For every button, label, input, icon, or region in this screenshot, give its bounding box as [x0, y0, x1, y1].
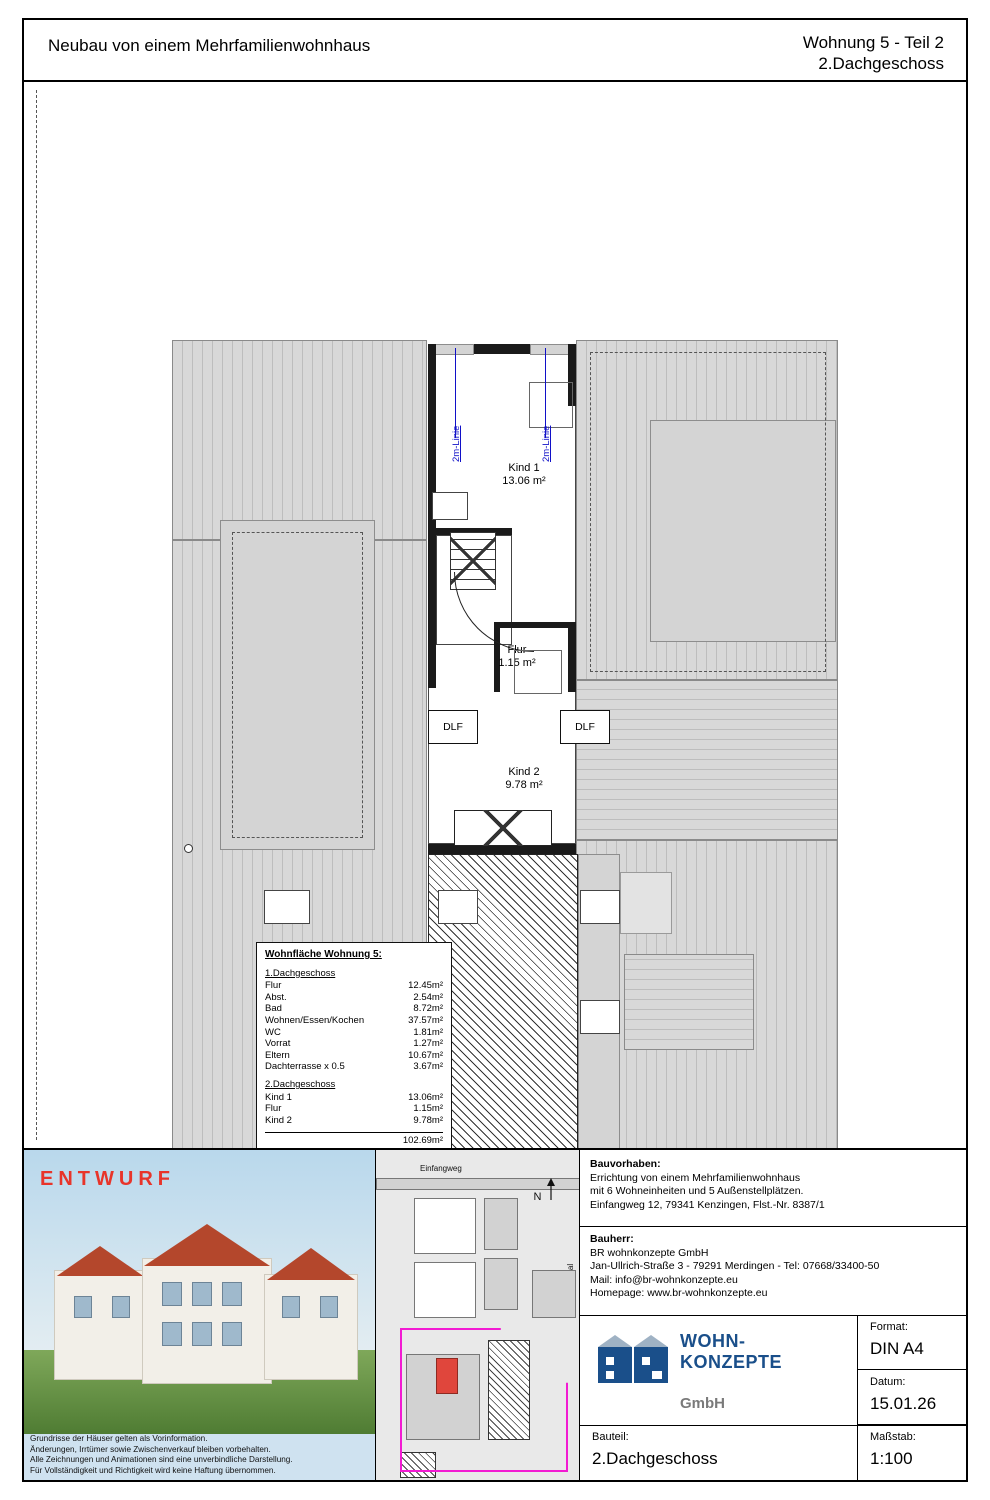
room-area-flur: 1.15 m²	[498, 657, 536, 669]
room-area-kind1: 13.06 m²	[502, 475, 546, 487]
area-row-label: Eltern	[265, 1049, 290, 1061]
component-cell	[580, 1425, 858, 1480]
disclaimer-line-3: Alle Zeichnungen und Animationen sind eine unverbindliche Darstellung.	[30, 1455, 293, 1465]
area-row-label: Flur	[265, 1103, 282, 1115]
area-row	[265, 1092, 443, 1104]
site-building-1	[414, 1198, 476, 1254]
site-boundary	[400, 1328, 568, 1472]
area-row-label: Kind 2	[265, 1114, 292, 1126]
br-logo-icon	[596, 1333, 670, 1397]
area-row	[265, 992, 443, 1004]
area-row	[265, 1038, 443, 1050]
area-row	[265, 1115, 443, 1127]
title-block	[580, 1150, 966, 1480]
dormer-right-mid	[514, 650, 562, 694]
sheet-title-line1: Wohnung 5 - Teil 2	[802, 33, 944, 52]
floor-plan-drawing	[24, 82, 966, 1150]
bauvorhaben-line-3: Einfangweg 12, 79341 Kenzingen, Flst.-Nr. 8387/1	[590, 1198, 825, 1211]
area-row-value: 1.27m²	[413, 1038, 443, 1050]
logo-line-1: WOHN-	[680, 1331, 746, 1351]
scale-cell	[858, 1425, 966, 1480]
room-name-kind2: Kind 2	[508, 766, 540, 778]
window-top-right	[530, 344, 572, 355]
area-section-2: 2.Dachgeschoss	[265, 1078, 336, 1090]
bauherr-section	[590, 1233, 879, 1301]
roof-area-right-stair	[576, 680, 838, 840]
area-row	[265, 1003, 443, 1015]
site-parking-1	[484, 1198, 518, 1250]
render-window	[74, 1296, 92, 1318]
area-row-label: Vorrat	[265, 1038, 291, 1050]
component-value: 2.Dachgeschoss	[592, 1449, 718, 1468]
dlf-right: DLF	[560, 710, 610, 744]
date-cell	[858, 1370, 966, 1425]
two-meter-label-right: 2m-Linie	[541, 425, 552, 462]
room-label-kind1	[464, 462, 584, 488]
area-row-label: Dachterrasse x 0.5	[265, 1061, 345, 1073]
bauvorhaben-line-2: mit 6 Wohneinheiten und 5 Außenstellplätzen.	[590, 1185, 804, 1197]
area-row-value: 12.45m²	[408, 980, 443, 992]
area-row	[265, 1050, 443, 1062]
render-window	[162, 1282, 182, 1306]
area-row-value: 3.67m²	[413, 1061, 443, 1073]
area-row-value: 1.81m²	[413, 1026, 443, 1038]
room-name-kind1: Kind 1	[508, 462, 540, 474]
logo-line-2: KONZEPTE	[680, 1352, 783, 1372]
two-meter-line-left	[455, 348, 456, 438]
scale-label: Maßstab:	[870, 1431, 916, 1443]
stair-landing	[432, 492, 468, 520]
north-arrow-icon	[545, 1178, 557, 1200]
scale-value: 1:100	[870, 1449, 913, 1468]
area-row-label: Abst.	[265, 991, 287, 1003]
roof-area-left-upper	[172, 340, 427, 540]
balcony-right-lower	[620, 872, 672, 934]
render-window	[282, 1296, 300, 1318]
render-window	[192, 1282, 212, 1306]
area-row	[265, 1061, 443, 1073]
company-logo	[580, 1315, 858, 1425]
sheet-title-line2: 2.Dachgeschoss	[818, 54, 944, 73]
draft-watermark: ENTWURF	[40, 1168, 175, 1190]
divider-1	[580, 1226, 966, 1227]
room-label-kind2	[464, 766, 584, 792]
site-street-label-top: Einfangweg	[420, 1164, 462, 1173]
area-row-value: 1.15m²	[413, 1103, 443, 1115]
area-sum-value: 102.69m²	[402, 1135, 443, 1147]
area-row-value: 2.54m²	[413, 991, 443, 1003]
render-image	[24, 1150, 376, 1480]
format-cell	[858, 1315, 966, 1370]
format-label: Format:	[870, 1321, 908, 1333]
area-table	[256, 942, 452, 1150]
render-window	[162, 1322, 182, 1346]
disclaimer-line-1: Grundrisse der Häuser gelten als Vorinformation.	[30, 1434, 208, 1444]
two-meter-label-left: 2m-Linie	[451, 425, 462, 462]
render-window	[320, 1296, 338, 1318]
area-row	[265, 980, 443, 992]
logo-gmbh: GmbH	[680, 1395, 725, 1412]
room-area-kind2: 9.78 m²	[505, 779, 543, 791]
window-bottom-cross	[454, 810, 552, 846]
render-window	[112, 1296, 130, 1318]
render-building-main	[142, 1258, 272, 1384]
room-name-flur: Flur	[507, 644, 527, 656]
area-row-value: 13.06m²	[408, 1091, 443, 1103]
logo-wordmark	[680, 1331, 782, 1373]
bauvorhaben-section	[590, 1158, 825, 1212]
area-row	[265, 1103, 443, 1115]
bauherr-label: Bauherr:	[590, 1233, 634, 1245]
bauherr-line-4: Homepage: www.br-wohnkonzepte.eu	[590, 1287, 768, 1299]
skylight-b	[438, 890, 478, 924]
roof-ridge-dashed-left	[232, 532, 363, 838]
title-bar	[24, 20, 966, 82]
area-row-value: 10.67m²	[408, 1049, 443, 1061]
date-value: 15.01.26	[870, 1394, 937, 1413]
two-meter-line-right	[545, 348, 546, 438]
north-label: N	[533, 1191, 542, 1203]
area-row-label: Flur	[265, 980, 282, 992]
bauherr-line-1: BR wohnkonzepte GmbH	[590, 1246, 709, 1259]
disclaimer-line-4: Für Vollständigkeit und Richtigkeit wird keine Haftung übernommen.	[30, 1465, 276, 1475]
render-window	[222, 1322, 242, 1346]
roof-outline-dashed-right	[590, 352, 826, 672]
area-row	[265, 1027, 443, 1039]
render-building-right	[264, 1274, 358, 1380]
render-window	[222, 1282, 242, 1306]
area-row-value: 9.78m²	[413, 1114, 443, 1126]
window-top-left	[432, 344, 474, 355]
bauvorhaben-line-1: Errichtung von einem Mehrfamilienwohnhaus	[590, 1171, 801, 1184]
bauherr-line-3: Mail: info@br-wohnkonzepte.eu	[590, 1273, 738, 1286]
north-arrow	[532, 1178, 558, 1203]
area-row-label: Wohnen/Essen/Kochen	[265, 1014, 365, 1026]
sheet-frame	[22, 18, 968, 1482]
area-row-label: Kind 1	[265, 1091, 292, 1103]
bauherr-line-2: Jan-Ullrich-Straße 3 - 79291 Merdingen - Tel: 07668/33400-50	[590, 1260, 880, 1272]
format-value: DIN A4	[870, 1339, 924, 1358]
area-row-value: 8.72m²	[413, 1003, 443, 1015]
sheet-fold-line	[36, 90, 37, 1140]
point-marker	[184, 844, 193, 853]
area-sum-row	[265, 1132, 443, 1147]
wall-right-mid	[568, 622, 576, 692]
area-section-1: 1.Dachgeschoss	[265, 967, 336, 979]
render-building-left	[54, 1270, 148, 1380]
area-row-label: Bad	[265, 1003, 282, 1015]
site-parking-2	[484, 1258, 518, 1310]
dormer-right-upper	[529, 382, 573, 428]
disclaimer-line-2: Änderungen, Irrtümer sowie Zwischenverkauf bleiben vorbehalten.	[30, 1444, 271, 1454]
site-plan	[376, 1150, 580, 1480]
sheet-title	[803, 32, 944, 74]
site-building-4	[532, 1270, 576, 1318]
skylight-d	[580, 1000, 620, 1034]
dlf-left: DLF	[428, 710, 478, 744]
skylight-a	[264, 890, 310, 924]
area-row-value: 37.57m²	[408, 1014, 443, 1026]
bauvorhaben-label: Bauvorhaben:	[590, 1158, 661, 1170]
component-label: Bauteil:	[592, 1431, 629, 1443]
wall-left-lower	[428, 528, 436, 688]
sheet-footer	[24, 1150, 966, 1480]
stair-outside-lower	[624, 954, 754, 1050]
project-title: Neubau von einem Mehrfamilienwohnhaus	[48, 36, 371, 55]
area-table-heading: Wohnfläche Wohnung 5:	[265, 949, 382, 960]
area-row-label: WC	[265, 1026, 281, 1038]
site-building-2	[414, 1262, 476, 1318]
date-label: Datum:	[870, 1376, 906, 1388]
skylight-c	[580, 890, 620, 924]
disclaimer-text	[30, 1434, 374, 1476]
render-window	[192, 1322, 212, 1346]
area-row	[265, 1015, 443, 1027]
